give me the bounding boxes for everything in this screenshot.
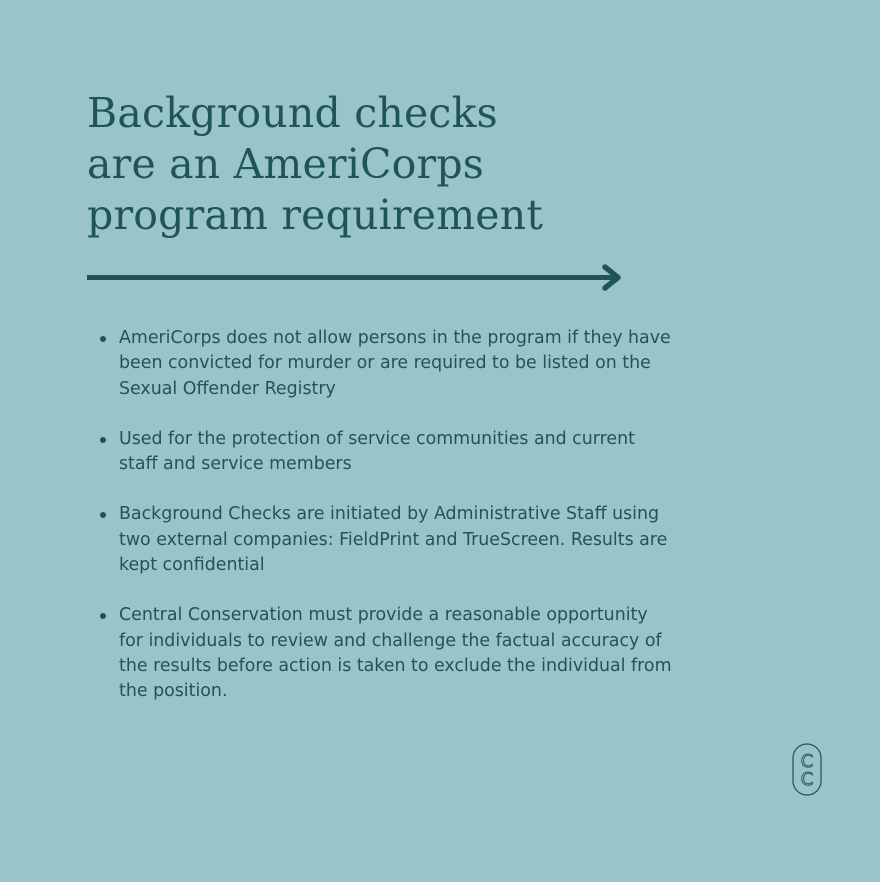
list-item-line: AmeriCorps does not allow persons in the program if they have (119, 328, 671, 348)
list-item-line: staff and service members (119, 454, 352, 475)
list-item-line: Background Checks are initiated by Administrative Staff using (119, 504, 660, 525)
list-item-line: for individuals to review and challenge the factual accuracy of (119, 630, 662, 651)
bullet-icon (100, 613, 106, 619)
bullet-icon (100, 336, 106, 342)
list-item-line: the results before action is taken to exclude the individual from (119, 655, 672, 676)
title-line: Background checks (87, 89, 498, 137)
bullet-icon (100, 512, 106, 518)
title-line: are an AmeriCorps (87, 140, 485, 188)
list-item (99, 502, 679, 578)
page-title (87, 88, 543, 241)
list-item-line: been convicted for murder or are required to be listed on the (119, 353, 651, 374)
list-item (99, 427, 679, 478)
list-item-line: Used for the protection of service communities and current (119, 428, 635, 449)
list-item-line: Sexual Offender Registry (119, 378, 336, 399)
title-line: program requirement (87, 191, 544, 239)
arrow-right-icon (86, 262, 626, 294)
cc-logo-icon (792, 743, 822, 796)
bullet-list (99, 326, 679, 730)
logo-letter: C (800, 769, 814, 790)
logo-letter: C (800, 751, 814, 772)
list-item-line: kept confidential (119, 555, 265, 576)
list-item-line: two external companies: FieldPrint and TrueScreen. Results are (119, 529, 668, 550)
list-item-line: Central Conservation must provide a reasonable opportunity (119, 605, 648, 626)
list-item (99, 326, 679, 402)
list-item (99, 603, 679, 704)
bullet-icon (100, 437, 106, 443)
list-item-line: the position. (119, 681, 228, 702)
